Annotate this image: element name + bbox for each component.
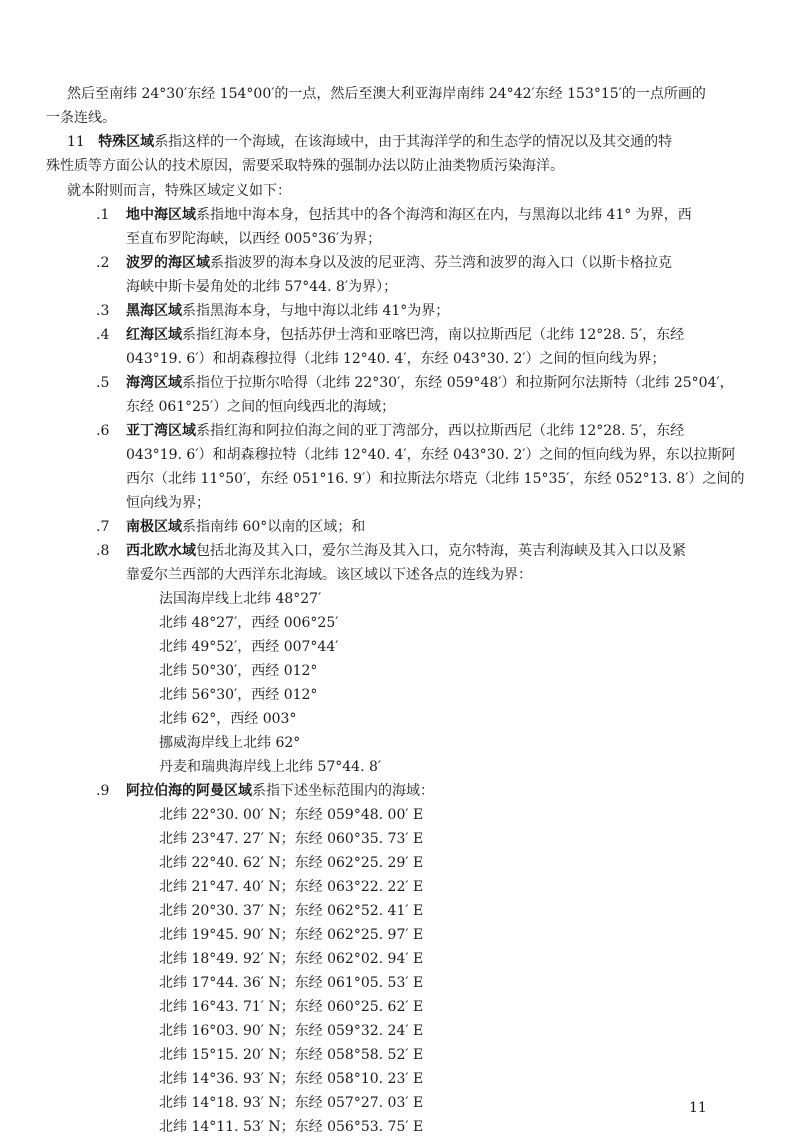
item-7-term: 南极区域 — [126, 519, 182, 535]
item-9-point: 北纬 14°36. 93′ N；东经 058°10. 23′ E — [159, 1071, 424, 1087]
item-4-line-2: 043°19. 6′）和胡森穆拉得（北纬 12°40. 4′，东经 043°30. 2′）之间的恒向线为界； — [126, 351, 666, 367]
item-9-term: 阿拉伯海的阿曼区域 — [126, 783, 252, 799]
item-9-point: 北纬 16°43. 71′ N；东经 060°25. 62′ E — [159, 999, 424, 1015]
section-11-text-1: 系指这样的一个海域，在该海域中，由于其海洋学的和生态学的情况以及其交通的特 — [154, 134, 673, 150]
item-2-text-1: 系指波罗的海本身以及波的尼亚湾、芬兰湾和波罗的海入口（以斯卡格拉克 — [210, 255, 672, 271]
item-9-number: .9 — [96, 783, 110, 799]
item-4-number: .4 — [96, 327, 110, 343]
item-6-number: .6 — [96, 423, 110, 439]
item-4-line-1 — [126, 324, 684, 346]
item-1-number: .1 — [96, 207, 110, 223]
item-7-text-1: 系指南纬 60°以南的区域；和 — [182, 519, 366, 535]
item-9-point: 北纬 14°18. 93′ N；东经 057°27. 03′ E — [159, 1095, 424, 1111]
item-4-text-1: 系指红海本身，包括苏伊士湾和亚喀巴湾，南以拉斯西尼（北纬 12°28. 5′，东经 — [182, 327, 685, 343]
item-3-number: .3 — [96, 303, 110, 319]
item-5-line-1 — [126, 372, 734, 394]
item-3-line-1 — [126, 300, 449, 322]
definition-intro: 就本附则而言，特殊区域定义如下： — [67, 183, 291, 199]
item-8-point: 北纬 62°，西经 003° — [159, 711, 297, 727]
item-8-line-2: 靠爱尔兰西部的大西洋东北海域。该区域以下述各点的连线为界： — [126, 567, 532, 583]
item-6-text-1: 系指红海和阿拉伯海之间的亚丁湾部分，西以拉斯西尼（北纬 12°28. 5′，东经 — [196, 423, 685, 439]
item-2-term: 波罗的海区域 — [126, 255, 210, 271]
item-9-text-1: 系指下述坐标范围内的海域： — [252, 783, 434, 799]
item-3-term: 黑海区域 — [126, 303, 182, 319]
item-1-text-1: 系指地中海本身，包括其中的各个海湾和海区在内，与黑海以北纬 41° 为界，西 — [196, 207, 692, 223]
item-9-point: 北纬 22°40. 62′ N；东经 062°25. 29′ E — [159, 855, 424, 871]
intro-line-1: 然后至南纬 24°30′东经 154°00′的一点，然后至澳大利亚海岸南纬 24°42′东经 153°15′的一点所画的 — [67, 86, 706, 102]
item-9-point: 北纬 14°11. 53′ N；东经 056°53. 75′ E — [159, 1119, 424, 1135]
item-1-line-2: 至直布罗陀海峡，以西经 005°36′为界； — [126, 231, 382, 247]
item-1-line-1 — [126, 204, 692, 226]
section-11-number: 11 — [67, 134, 85, 150]
item-9-point: 北纬 20°30. 37′ N；东经 062°52. 41′ E — [159, 903, 424, 919]
item-8-point: 挪威海岸线上北纬 62° — [159, 735, 301, 751]
item-9-point: 北纬 15°15. 20′ N；东经 058°58. 52′ E — [159, 1047, 424, 1063]
item-8-point: 法国海岸线上北纬 48°27′ — [159, 591, 322, 607]
item-9-point: 北纬 17°44. 36′ N；东经 061°05. 53′ E — [159, 975, 424, 991]
section-11-term: 特殊区域 — [98, 134, 155, 150]
item-8-point: 北纬 50°30′，西经 012° — [159, 663, 318, 679]
item-9-point: 北纬 21°47. 40′ N；东经 063°22. 22′ E — [159, 879, 424, 895]
intro-line-2: 一条连线。 — [46, 110, 116, 126]
item-8-point: 丹麦和瑞典海岸线上北纬 57°44. 8′ — [159, 759, 382, 775]
item-4-term: 红海区域 — [126, 327, 182, 343]
item-2-line-2: 海峡中斯卡晏角处的北纬 57°44. 8′为界）； — [126, 279, 398, 295]
item-8-point: 北纬 48°27′，西经 006°25′ — [159, 615, 339, 631]
item-9-point: 北纬 18°49. 92′ N；东经 062°02. 94′ E — [159, 951, 424, 967]
item-5-term: 海湾区域 — [126, 375, 182, 391]
item-5-number: .5 — [96, 375, 110, 391]
item-6-line-2: 043°19. 6′）和胡森穆拉特（北纬 12°40. 4′，东经 043°30. 2′）之间的恒向线为界，东以拉斯阿 — [126, 447, 736, 463]
item-9-line-1 — [126, 780, 434, 802]
item-8-term: 西北欧水域 — [126, 543, 196, 559]
item-3-text-1: 系指黑海本身，与地中海以北纬 41°为界； — [182, 303, 450, 319]
item-8-text-1: 包括北海及其入口，爱尔兰海及其入口，克尔特海，英吉利海峡及其入口以及紧 — [196, 543, 686, 559]
item-1-term: 地中海区域 — [126, 207, 196, 223]
item-9-point: 北纬 19°45. 90′ N；东经 062°25. 97′ E — [159, 927, 424, 943]
item-6-line-3: 西尔（北纬 11°50′，东经 051°16. 9′）和拉斯法尔塔克（北纬 15°35′，东经 052°13. 8′）之间的 — [126, 471, 745, 487]
item-5-line-2: 东经 061°25′）之间的恒向线西北的海域； — [126, 399, 396, 415]
page-number: 11 — [689, 1100, 707, 1116]
item-6-term: 亚丁湾区域 — [126, 423, 196, 439]
item-6-line-1 — [126, 420, 684, 442]
item-8-point: 北纬 49°52′，西经 007°44′ — [159, 639, 339, 655]
item-2-number: .2 — [96, 255, 110, 271]
section-11-line-2: 殊性质等方面公认的技术原因，需要采取特殊的强制办法以防止油类物质污染海洋。 — [46, 158, 564, 174]
item-2-line-1 — [126, 252, 672, 274]
item-8-point: 北纬 56°30′，西经 012° — [159, 687, 318, 703]
section-11-line-1 — [67, 131, 672, 153]
item-8-number: .8 — [96, 543, 110, 559]
item-9-point: 北纬 22°30. 00′ N；东经 059°48. 00′ E — [159, 807, 424, 823]
item-9-point: 北纬 23°47. 27′ N；东经 060°35. 73′ E — [159, 831, 424, 847]
item-7-number: .7 — [96, 519, 110, 535]
item-9-point: 北纬 16°03. 90′ N；东经 059°32. 24′ E — [159, 1023, 424, 1039]
item-8-line-1 — [126, 540, 686, 562]
item-7-line-1 — [126, 516, 365, 538]
item-5-text-1: 系指位于拉斯尔哈得（北纬 22°30′，东经 059°48′）和拉斯阿尔法斯特（北纬 25°04′， — [182, 375, 734, 391]
item-6-line-4: 恒向线为界； — [126, 495, 210, 511]
